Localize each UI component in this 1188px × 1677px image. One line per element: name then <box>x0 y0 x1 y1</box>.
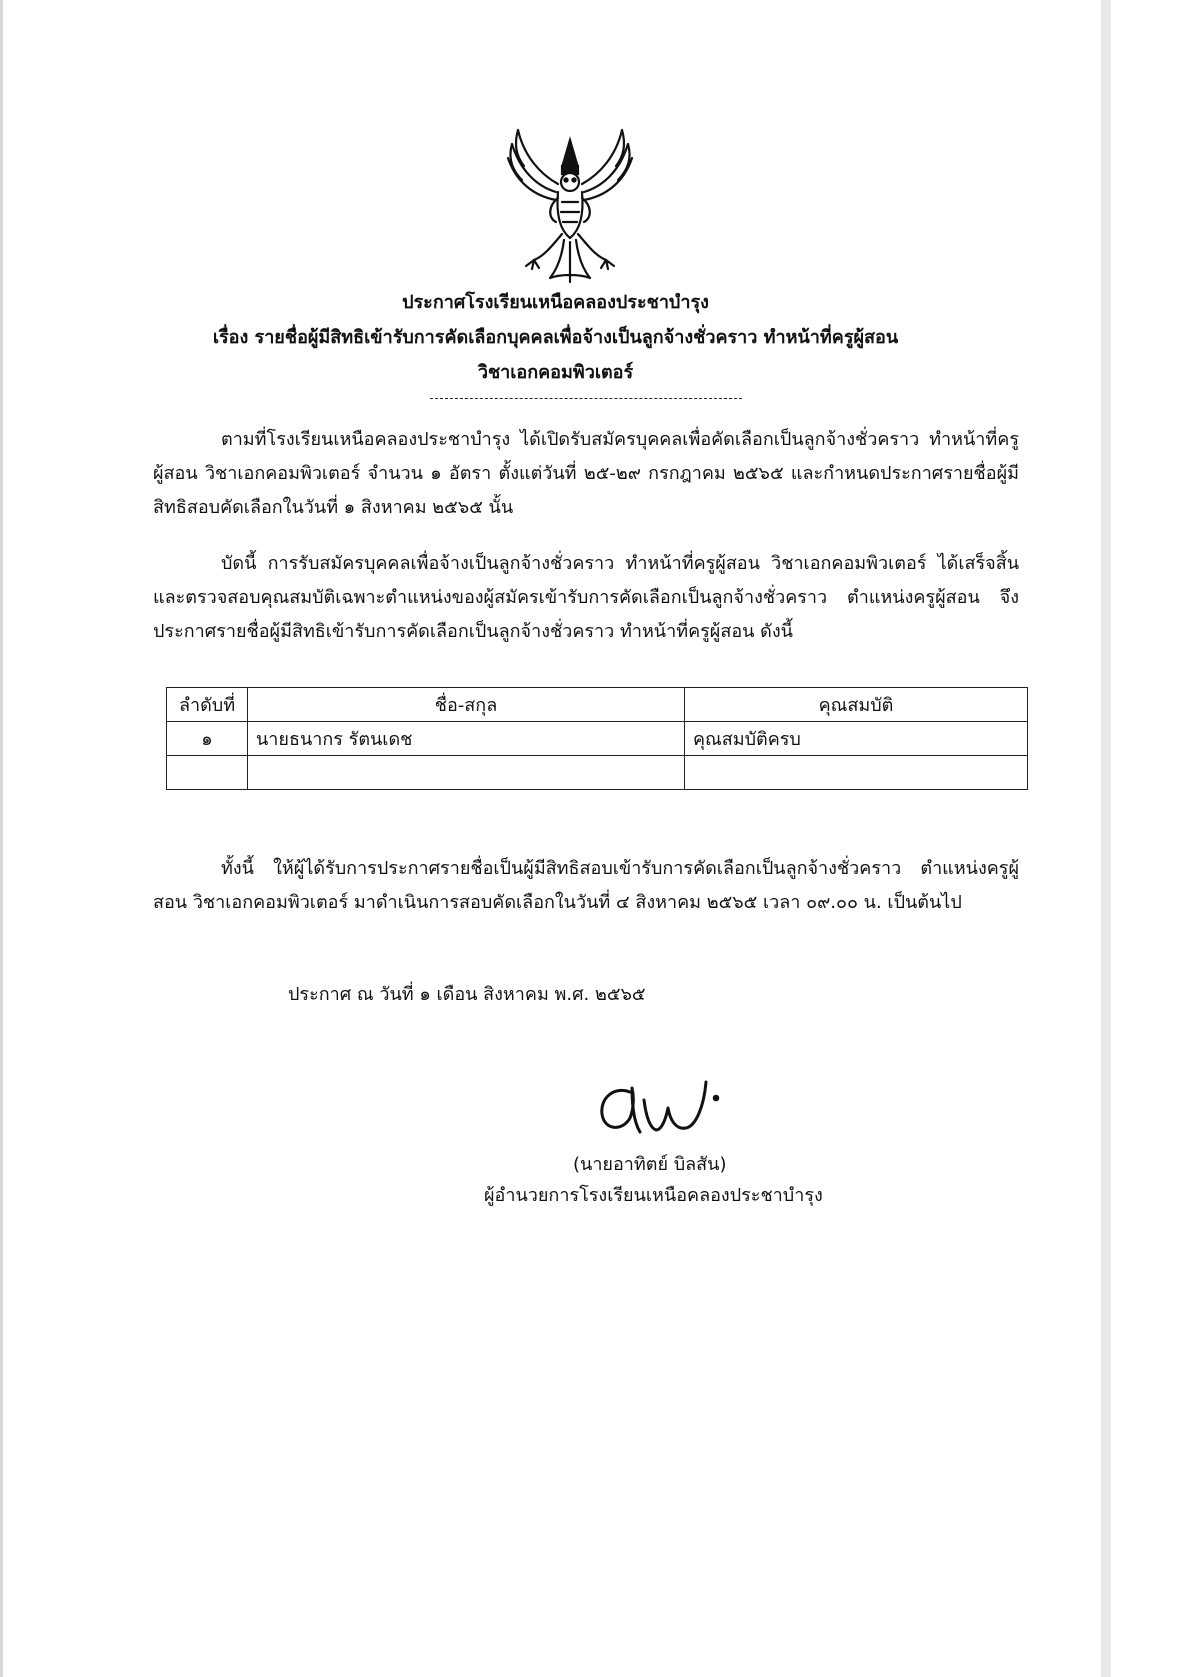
body-paragraph-1: ตามที่โรงเรียนเหนือคลองประชาบำรุง ได้เปิดรับสมัครบุคคลเพื่อคัดเลือกเป็นลูกจ้างชั่วคราว ทำหน้าที่ครูผู้สอน วิชาเอกคอมพิวเตอร์ จำนวน ๑ อัตรา ตั้งแต่วันที่ ๒๕-๒๙ กรกฎาคม ๒๕๖๕ และกำหนดประกาศรายชื่อผู้มีสิทธิสอบคัดเลือกในวันที่ ๑ สิงหาคม ๒๕๖๕ นั้น <box>153 429 1019 518</box>
dashed-divider <box>430 398 742 399</box>
cell-name <box>248 756 685 790</box>
announcement-date: ประกาศ ณ วันที่ ๑ เดือน สิงหาคม พ.ศ. ๒๕๖๕ <box>288 984 646 1005</box>
cell-name: นายธนากร รัตนเดช <box>248 722 685 756</box>
cell-number <box>167 756 248 790</box>
signer-name: (นายอาทิตย์ บิลสัน) <box>573 1154 727 1175</box>
cell-number: ๑ <box>167 722 248 756</box>
table-row <box>167 756 1028 790</box>
candidate-table <box>166 687 1028 790</box>
body-paragraph-2: บัดนี้ การรับสมัครบุคคลเพื่อจ้างเป็นลูกจ้างชั่วคราว ทำหน้าที่ครูผู้สอน วิชาเอกคอมพิวเตอร์ ได้เสร็จสิ้นและตรวจสอบคุณสมบัติเฉพาะตำแหน่งของผู้สมัครเข้ารับการคัดเลือกเป็นลูกจ้างชั่วคราว ตำแหน่งครูผู้สอน จึงประกาศรายชื่อผู้มีสิทธิเข้ารับการคัดเลือกเป็นลูกจ้างชั่วคราว ทำหน้าที่ครูผู้สอน ดังนี้ <box>153 553 1019 642</box>
body-paragraph-3: ทั้งนี้ ให้ผู้ได้รับการประกาศรายชื่อเป็นผู้มีสิทธิสอบเข้ารับการคัดเลือกเป็นลูกจ้างชั่วคราว ตำแหน่งครูผู้สอน วิชาเอกคอมพิวเตอร์ มาดำเนินการสอบคัดเลือกในวันที่ ๔ สิงหาคม ๒๕๖๕ เวลา ๐๙.๐๐ น. เป็นต้นไป <box>153 858 1019 913</box>
announcement-subject-line2: วิชาเอกคอมพิวเตอร์ <box>477 362 634 383</box>
column-header-number: ลำดับที่ <box>167 688 248 722</box>
handwritten-signature-icon <box>596 1078 736 1140</box>
cell-qualification <box>685 756 1028 790</box>
signer-title: ผู้อำนวยการโรงเรียนเหนือคลองประชาบำรุง <box>484 1185 823 1206</box>
table-row <box>167 722 1028 756</box>
announcement-title: ประกาศโรงเรียนเหนือคลองประชาบำรุง <box>402 292 709 313</box>
column-header-qualification: คุณสมบัติ <box>685 688 1028 722</box>
cell-qualification: คุณสมบัติครบ <box>685 722 1028 756</box>
garuda-emblem-icon <box>500 122 640 287</box>
table-header-row <box>167 688 1028 722</box>
announcement-subject: เรื่อง รายชื่อผู้มีสิทธิเข้ารับการคัดเลือกบุคคลเพื่อจ้างเป็นลูกจ้างชั่วคราว ทำหน้าที่ครูผู้สอน <box>212 327 899 348</box>
column-header-name: ชื่อ-สกุล <box>248 688 685 722</box>
